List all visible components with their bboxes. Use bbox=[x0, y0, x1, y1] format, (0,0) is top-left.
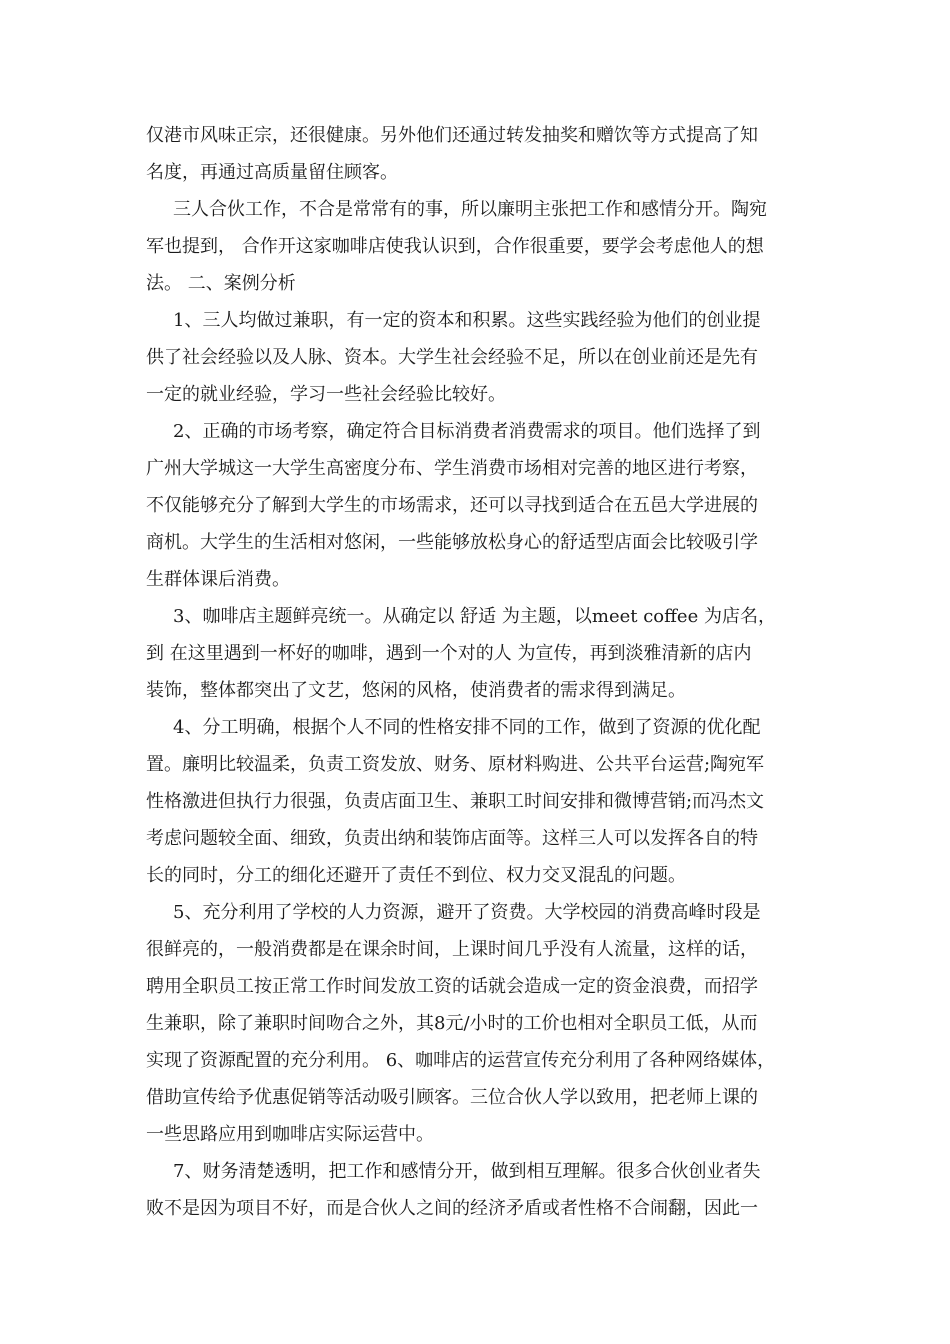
text-line: 生兼职，除了兼职时间吻合之外，其8元/小时的工价也相对全职员工低，从而 bbox=[146, 1013, 758, 1034]
text-line: 不仅能够充分了解到大学生的市场需求，还可以寻找到适合在五邑大学进展的 bbox=[146, 495, 758, 516]
paragraph-first-line: 5、充分利用了学校的人力资源，避开了资费。大学校园的消费高峰时段是 bbox=[173, 902, 761, 923]
text-line: 一定的就业经验，学习一些社会经验比较好。 bbox=[146, 384, 506, 405]
text-line: 广州大学城这一大学生高密度分布、学生消费市场相对完善的地区进行考察， bbox=[146, 458, 758, 479]
section-heading-line: 法。 二、案例分析 bbox=[146, 273, 296, 294]
paragraph-first-line: 4、分工明确，根据个人不同的性格安排不同的工作，做到了资源的优化配 bbox=[173, 717, 761, 738]
text-line: 考虑问题较全面、细致，负责出纳和装饰店面等。这样三人可以发挥各自的特 bbox=[146, 828, 758, 849]
text-line: 生群体课后消费。 bbox=[146, 569, 290, 590]
paragraph-first-line: 7、财务清楚透明，把工作和感情分开，做到相互理解。很多合伙创业者失 bbox=[173, 1161, 761, 1182]
text-line: 借助宣传给予优惠促销等活动吸引顾客。三位合伙人学以致用，把老师上课的 bbox=[146, 1087, 758, 1108]
text-line: 到 在这里遇到一杯好的咖啡，遇到一个对的人 为宣传，再到淡雅清新的店内 bbox=[146, 643, 752, 664]
text-line: 败不是因为项目不好，而是合伙人之间的经济矛盾或者性格不合闹翻，因此一 bbox=[146, 1198, 758, 1219]
text-line: 长的同时，分工的细化还避开了责任不到位、权力交叉混乱的问题。 bbox=[146, 865, 686, 886]
paragraph-first-line: 三人合伙工作，不合是常常有的事，所以廉明主张把工作和感情分开。陶宛 bbox=[173, 199, 767, 220]
text-line: 名度，再通过高质量留住顾客。 bbox=[146, 162, 398, 183]
text-line: 一些思路应用到咖啡店实际运营中。 bbox=[146, 1124, 434, 1145]
text-line: 装饰，整体都突出了文艺，悠闲的风格，使消费者的需求得到满足。 bbox=[146, 680, 686, 701]
text-line: 军也提到， 合作开这家咖啡店使我认识到，合作很重要，要学会考虑他人的想 bbox=[146, 236, 764, 257]
text-line: 实现了资源配置的充分利用。 6、咖啡店的运营宣传充分利用了各种网络媒体， bbox=[146, 1050, 776, 1071]
paragraph-first-line: 3、咖啡店主题鲜亮统一。从确定以 舒适 为主题，以meet coffee 为店名， bbox=[173, 606, 776, 627]
text-line: 性格激进但执行力很强，负责店面卫生、兼职工时间安排和微博营销;而冯杰文 bbox=[146, 791, 765, 812]
text-line: 很鲜亮的，一般消费都是在课余时间，上课时间几乎没有人流量，这样的话， bbox=[146, 939, 758, 960]
text-line: 聘用全职员工按正常工作时间发放工资的话就会造成一定的资金浪费，而招学 bbox=[146, 976, 758, 997]
text-line: 仅港市风味正宗，还很健康。另外他们还通过转发抽奖和赠饮等方式提高了知 bbox=[146, 125, 758, 146]
paragraph-first-line: 1、三人均做过兼职，有一定的资本和积累。这些实践经验为他们的创业提 bbox=[173, 310, 761, 331]
text-line: 商机。大学生的生活相对悠闲，一些能够放松身心的舒适型店面会比较吸引学 bbox=[146, 532, 758, 553]
text-line: 置。廉明比较温柔，负责工资发放、财务、原材料购进、公共平台运营;陶宛军 bbox=[146, 754, 765, 775]
paragraph-first-line: 2、正确的市场考察，确定符合目标消费者消费需求的项目。他们选择了到 bbox=[173, 421, 761, 442]
text-line: 供了社会经验以及人脉、资本。大学生社会经验不足，所以在创业前还是先有 bbox=[146, 347, 758, 368]
